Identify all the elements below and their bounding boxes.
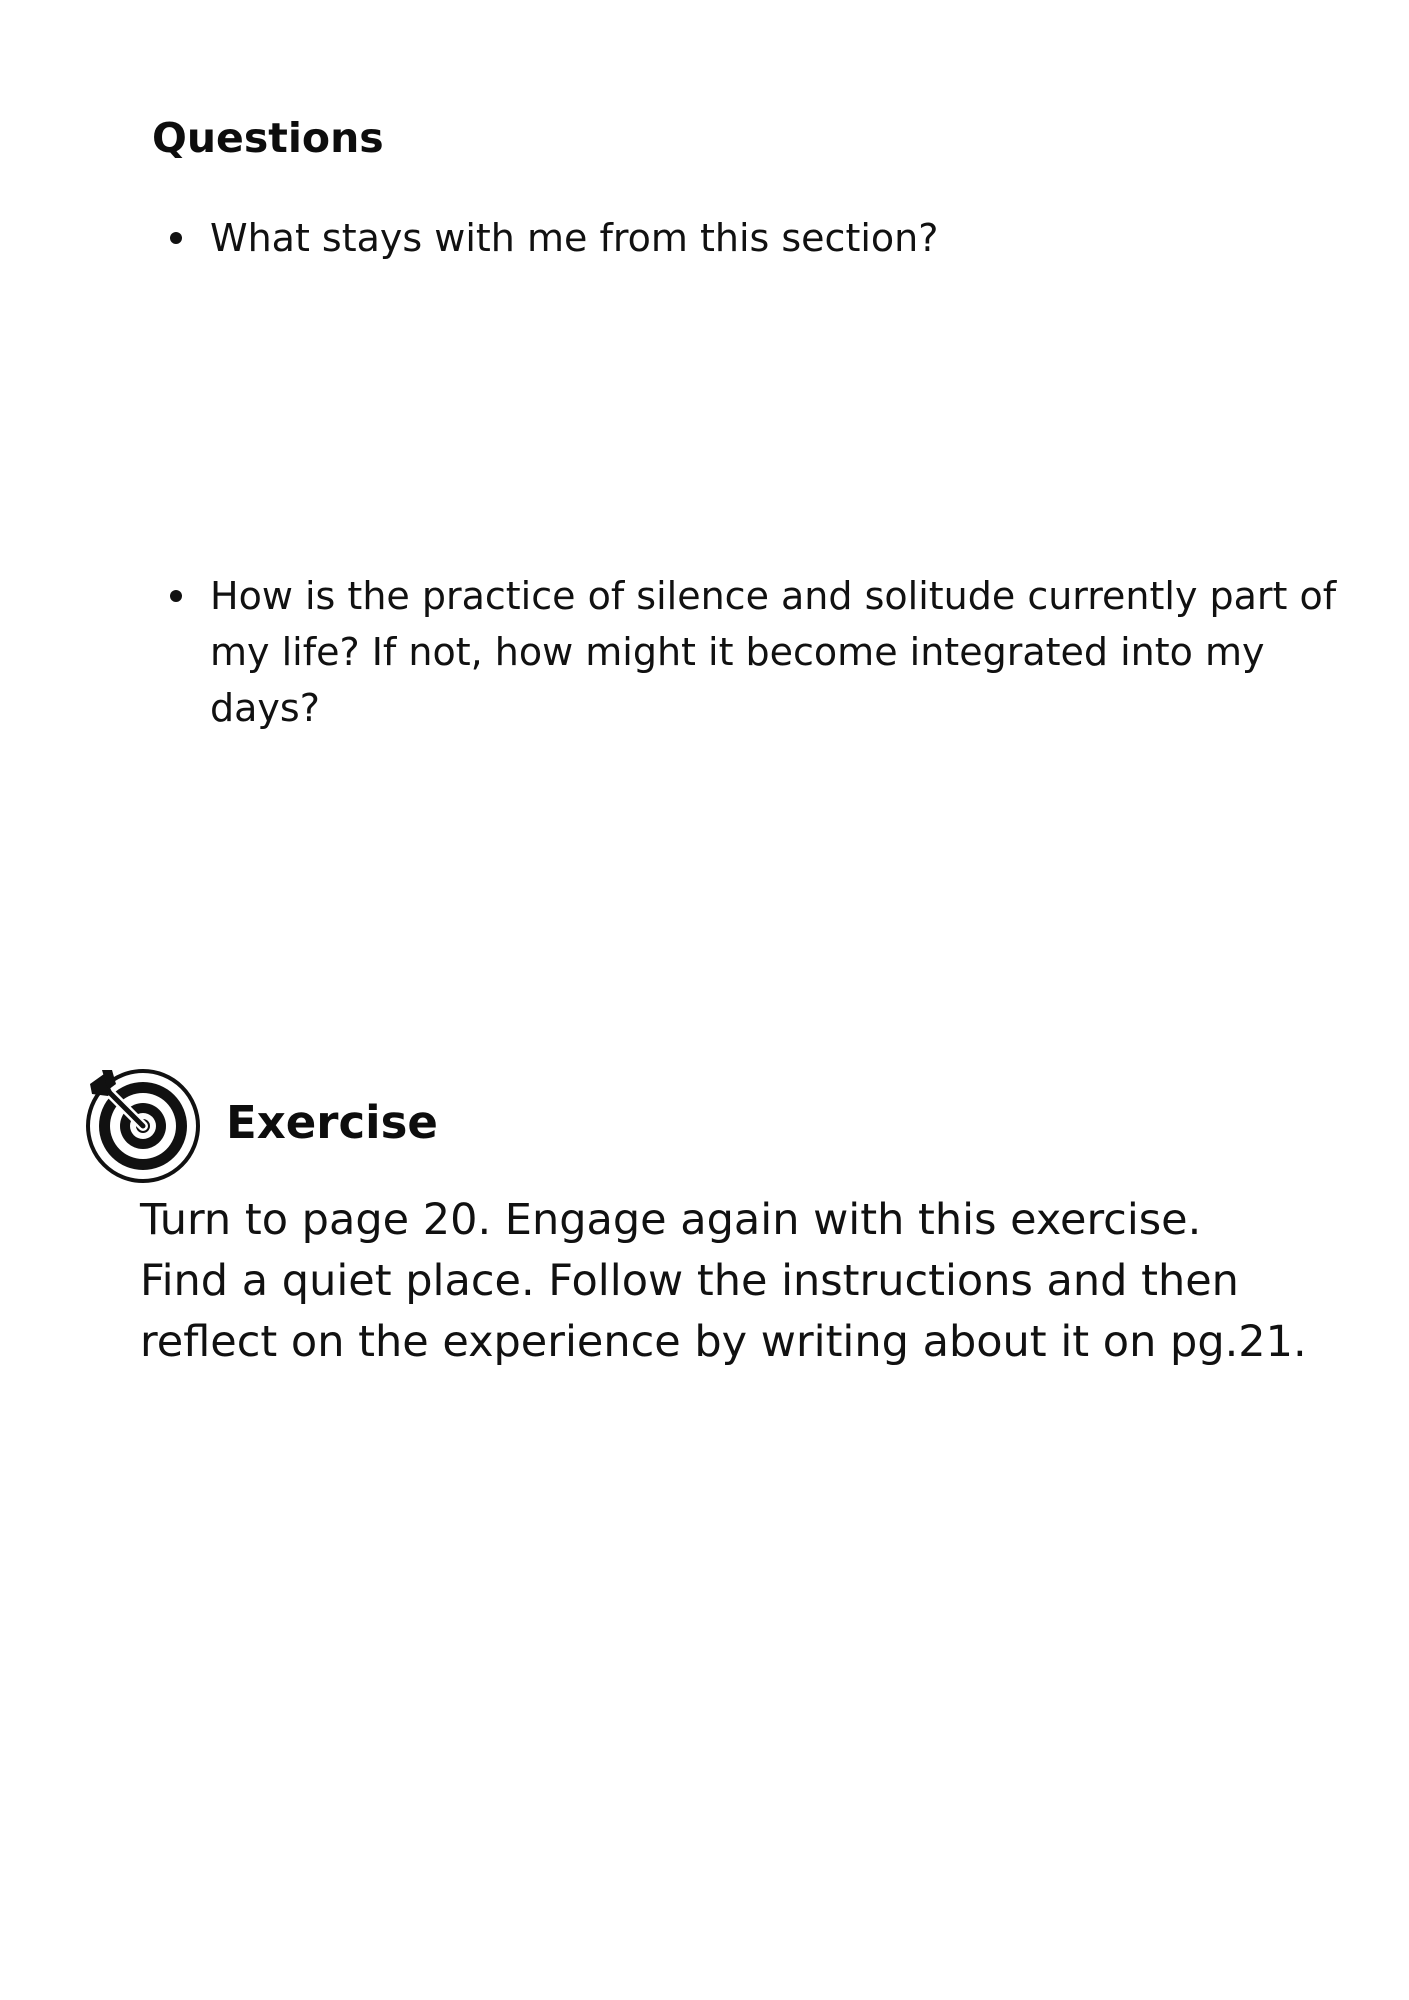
- questions-heading: Questions: [152, 114, 384, 162]
- exercise-line: Find a quiet place. Follow the instructions and then: [140, 1256, 1239, 1306]
- question-item: [210, 210, 1360, 266]
- question-text: How is the practice of silence and solitude currently part of my life? If not, how might it become integrated into my days?: [210, 574, 1337, 730]
- exercise-heading: Exercise: [226, 1096, 438, 1149]
- bullet-icon: [170, 590, 182, 602]
- exercise-line: reflect on the experience by writing about it on pg.21.: [140, 1317, 1307, 1367]
- exercise-header: [80, 1062, 438, 1184]
- bullet-icon: [170, 232, 182, 244]
- target-icon: [80, 1062, 202, 1184]
- exercise-line: Turn to page 20. Engage again with this exercise.: [140, 1195, 1202, 1245]
- exercise-body: [140, 1190, 1360, 1373]
- question-text: What stays with me from this section?: [210, 216, 939, 260]
- question-item: [210, 568, 1360, 736]
